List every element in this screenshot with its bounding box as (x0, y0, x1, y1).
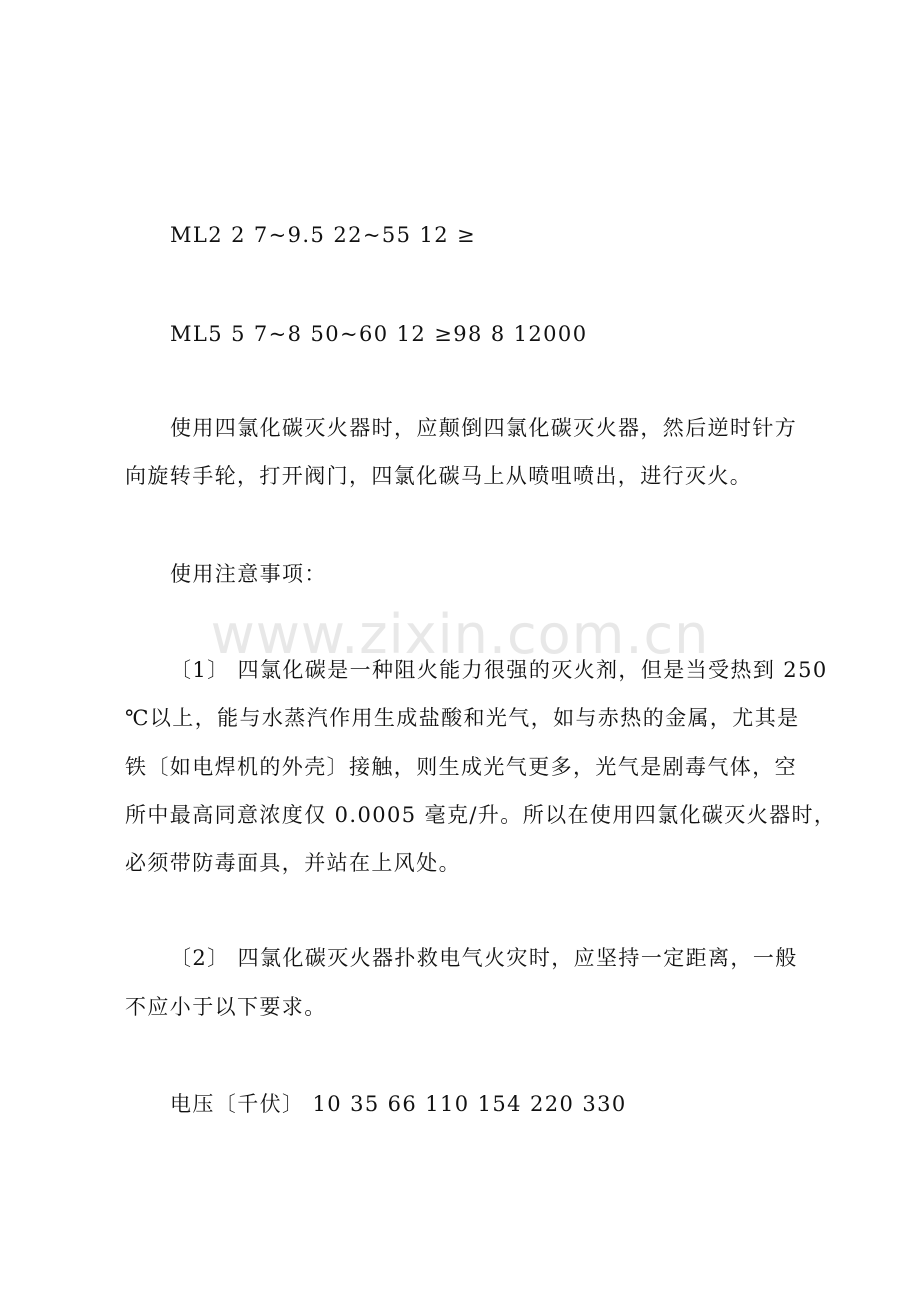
usage-paragraph-line-2: 向旋转手轮，打开阀门，四氯化碳马上从喷咀喷出，进行灭火。 (125, 464, 753, 488)
spec-row-ml5: ML5 5 7~8 50~60 12 ≥98 8 12000 (170, 322, 588, 346)
precaution-1-line-5: 必须带防毒面具，并站在上风处。 (125, 851, 461, 875)
precaution-1-line-1: 〔1〕 四氯化碳是一种阻火能力很强的灭火剂，但是当受热到 250 (170, 658, 828, 682)
spec-row-ml2: ML2 2 7~9.5 22~55 12 ≥ (170, 223, 477, 247)
precaution-1-line-4: 所中最高同意浓度仅 0.0005 毫克/升。所以在使用四氯化碳灭火器时， (125, 803, 837, 827)
precaution-2-line-1: 〔2〕 四氯化碳灭火器扑救电气火灾时，应坚持一定距离，一般 (170, 946, 798, 970)
precautions-heading: 使用注意事项： (170, 562, 327, 586)
precaution-2-line-2: 不应小于以下要求。 (125, 995, 327, 1019)
voltage-row: 电压〔千伏〕 10 35 66 110 154 220 330 (170, 1092, 627, 1116)
precaution-1-line-2: ℃以上，能与水蒸汽作用生成盐酸和光气，如与赤热的金属，尤其是 (125, 706, 800, 730)
usage-paragraph-line-1: 使用四氯化碳灭火器时，应颠倒四氯化碳灭火器，然后逆时针方 (170, 416, 798, 440)
precaution-1-line-3: 铁〔如电焊机的外壳〕接触，则生成光气更多，光气是剧毒气体，空 (125, 755, 797, 779)
watermark: www.zixin.com.cn (210, 603, 710, 666)
